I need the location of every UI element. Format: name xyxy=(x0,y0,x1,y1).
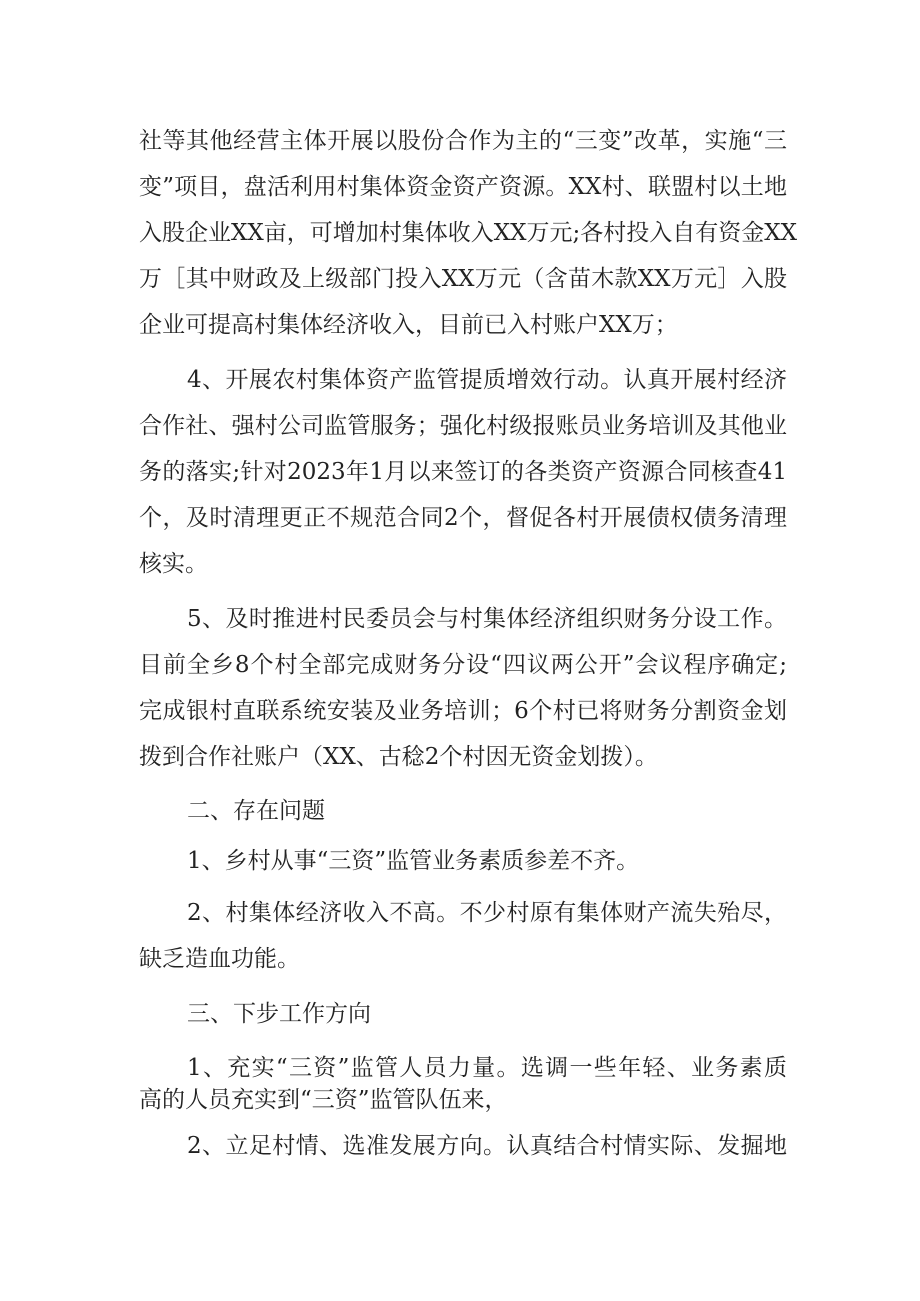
paragraph-first-line: 1、充实“三资”监管人员力量。选调一些年轻、业务素质 xyxy=(187,1055,787,1081)
text-line: 缺乏造血功能。 xyxy=(139,946,300,972)
text-line: 万［其中财政及上级部门投入XX万元（含苗木款XX万元］入股 xyxy=(139,266,787,292)
text-line: 完成银村直联系统安装及业务培训；6个村已将财务分割资金划 xyxy=(139,698,787,724)
text-line: 目前全乡8个村全部完成财务分设“四议两公开”会议程序确定; xyxy=(139,652,787,678)
paragraph-first-line: 2、立足村情、选准发展方向。认真结合村情实际、发掘地 xyxy=(187,1133,787,1159)
text-line: 合作社、强村公司监管服务；强化村级报账员业务培训及其他业 xyxy=(139,413,787,439)
text-line: 个，及时清理更正不规范合同2个，督促各村开展债权债务清理 xyxy=(139,505,787,531)
text-line: 务的落实;针对2023年1月以来签订的各类资产资源合同核查41 xyxy=(139,459,787,485)
section-heading: 二、存在问题 xyxy=(187,798,325,824)
text-line: 拨到合作社账户（XX、古稔2个村因无资金划拨）。 xyxy=(139,744,658,770)
text-line: 高的人员充实到“三资”监管队伍来， xyxy=(139,1087,508,1113)
paragraph-first-line: 5、及时推进村民委员会与村集体经济组织财务分设工作。 xyxy=(187,606,787,632)
paragraph-first-line: 4、开展农村集体资产监管提质增效行动。认真开展村经济 xyxy=(187,367,787,393)
text-line: 入股企业XX亩，可增加村集体收入XX万元;各村投入自有资金XX xyxy=(139,220,797,246)
text-line: 社等其他经营主体开展以股份合作为主的“三变”改革，实施“三 xyxy=(139,128,787,154)
text-line: 变”项目，盘活利用村集体资金资产资源。XX村、联盟村以土地 xyxy=(139,174,787,200)
text-line: 核实。 xyxy=(139,551,208,577)
section-heading: 三、下步工作方向 xyxy=(187,1001,371,1027)
paragraph-first-line: 2、村集体经济收入不高。不少村原有集体财产流失殆尽， xyxy=(187,900,787,926)
text-line: 企业可提高村集体经济收入，目前已入村账户XX万； xyxy=(139,312,678,338)
paragraph-first-line: 1、乡村从事“三资”监管业务素质参差不齐。 xyxy=(187,848,640,874)
